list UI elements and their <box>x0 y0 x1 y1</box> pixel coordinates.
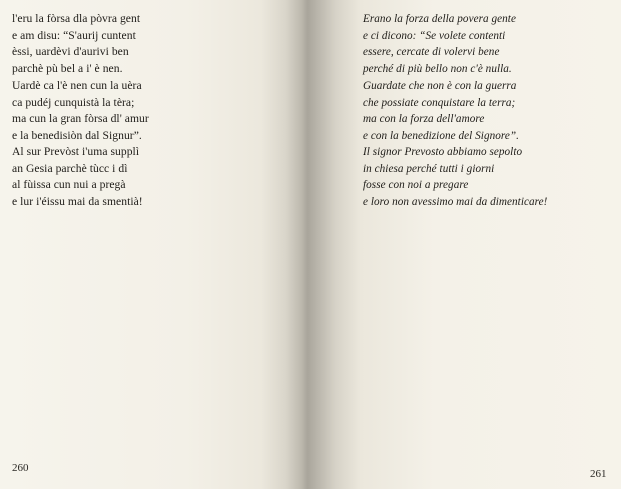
verse-line: Erano la forza della povera gente <box>363 13 516 25</box>
right-stanza-1 <box>363 11 516 77</box>
verse-line: e la benedisiòn dal Signur”. <box>12 128 142 142</box>
right-page <box>305 0 621 489</box>
verse-line: parchè pù bel a i' è nen. <box>12 61 123 75</box>
verse-line: e ci dicono: “Se volete contenti <box>363 29 506 42</box>
verse-line: al fùissa cun nui a pregà <box>12 178 126 191</box>
page-number-right: 261 <box>590 468 607 480</box>
verse-line: Al sur Prevòst i'uma supplì <box>12 145 140 158</box>
verse-line: che possiate conquistare la terra; <box>363 96 516 109</box>
verse-line: essere, cercate di volervi bene <box>363 46 500 58</box>
right-stanza-3 <box>363 144 547 210</box>
verse-line: ca pudéj cunquistà la tèra; <box>12 95 135 109</box>
verse-line: e lur i'éissu mai da smentià! <box>12 194 143 208</box>
verse-line: ma cun la gran fòrsa dl' amur <box>12 112 149 125</box>
verse-line: Guardate che non è con la guerra <box>363 80 517 92</box>
verse-line: fosse con noi a pregare <box>363 179 469 191</box>
verse-line: e con la benedizione del Signore”. <box>363 129 520 142</box>
verse-line: Uardè ca l'è nen cun la uèra <box>12 79 142 92</box>
left-page <box>0 0 300 489</box>
left-stanza-3 <box>12 144 143 210</box>
verse-line: e loro non avessimo mai da dimenticare! <box>363 195 548 208</box>
verse-line: an Gesia parchè tùcc i dì <box>12 161 128 175</box>
left-stanza-2 <box>12 78 149 144</box>
verse-line: l'eru la fòrsa dla pòvra gent <box>12 12 141 25</box>
verse-line: Il signor Prevosto abbiamo sepolto <box>363 146 523 158</box>
page-number-left: 260 <box>12 462 29 474</box>
left-stanza-1 <box>12 11 140 77</box>
verse-line: e am disu: “S'aurij cuntent <box>12 28 136 42</box>
verse-line: ma con la forza dell'amore <box>363 113 485 125</box>
verse-line: perché di più bello non c'è nulla. <box>363 62 512 75</box>
right-stanza-2 <box>363 78 519 144</box>
verse-line: èssi, uardèvi d'aurivi ben <box>12 45 129 58</box>
verse-line: in chiesa perché tutti i giorni <box>363 162 495 175</box>
